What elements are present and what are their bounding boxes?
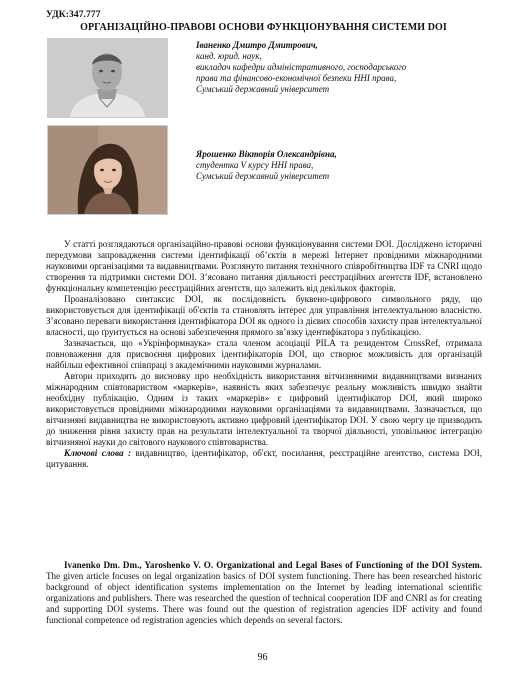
english-abstract: [46, 560, 482, 626]
abstract-text: The given article focuses on legal organization basics of DOI system functioning. There has been researched historic background of object identification systems implementation on the Internet by leading international scientific organizations and publishers. There was researched the question of technical cooperation IDF and CNRI as for creating and supporting DOI systems. There was found out the question of registration agencies IDF activity and found functional competence od registration agencies which depends on several factors.: [46, 571, 482, 625]
author-block-yaroshenko: [196, 149, 496, 182]
body-paragraph: Зазначається, що «Укрінформнаука» стала членом асоціації PILA та резидентом CrossRef, отримала повноваження для присвоєння цифрових ідентифікаторів DOI, що створює можливість для організацій найбільш ефективної співпраці з академічними науковими журналами.: [46, 338, 482, 370]
abstract-paragraph: [46, 560, 482, 626]
author-block-ivanenko: [196, 40, 496, 95]
keywords-list: видавництво, ідентифікатор, об'єкт, посилання, реєстраційне агентство, система DOI, цитування.: [46, 448, 482, 469]
body-paragraph: Автори приходять до висновку про необхідність використання вітчизняними видавництвами визнаних міжнародним співтовариством «маркерів», наявність яких забезпечує реальну можливість швидко знайти необхідну публікацію. Одним із таких «маркерів» є цифровий ідентифікатор DOI, який широко використовується провідними міжнародними науковими організаціями та видавництвами. Зазначається, що вітчизняні видавництва не використовують активно цифровий ідентифікатор DOI. У свою чергу це призводить до зниження рівня захисту прав на результати інтелектуальної та творчої діяльності, уповільнює інтеграцію вітчизняної науки до світового наукового співтовариства.: [46, 371, 482, 447]
author-department: права та фінансово-економічної безпеки ННІ права,: [196, 73, 397, 83]
article-title: ОРГАНІЗАЦІЙНО-ПРАВОВІ ОСНОВИ ФУНКЦІОНУВАННЯ СИСТЕМИ DOI: [80, 22, 447, 33]
body-paragraph: Проаналізовано синтаксис DOI, як послідовність буквено-цифрового символьного ряду, що використовується для ідентифікації об'єктів та становлять інтерес для управління інтелектуальною власністю. З’ясовано переваги використання ідентифікатора DOI як одного із дієвих способів захисту прав інтелектуальної власності, що ґрунтується на основі забезпечення прямого зв’язку ідентифікатора з публікацією.: [46, 294, 482, 337]
author-photo-yaroshenko: [47, 125, 168, 215]
author-name: Іваненко Дмитро Дмитрович,: [196, 40, 318, 50]
author-name: Ярошенко Вікторія Олександрівна,: [196, 149, 337, 159]
author-position: студентка V курсу ННІ права,: [196, 160, 314, 170]
author-position: викладач кафедри адміністративного, господарського: [196, 62, 407, 72]
keywords: [46, 448, 482, 470]
udk-code: УДК:347.777: [46, 10, 101, 20]
keywords-label: Ключові слова :: [64, 448, 131, 458]
article-body: [46, 239, 482, 470]
author-university: Сумський державний університет: [196, 84, 330, 94]
abstract-title: Ivanenko Dm. Dm., Yaroshenko V. O. Organizational and Legal Bases of Functioning of the DOI System.: [64, 560, 482, 570]
body-paragraph: У статті розглядаються організаційно-правові основи функціонування системи DOI. Досліджено історичні передумови запровадження системи ідентифікації об’єктів в мережі Інтернет провідними міжнародними науковими організаціями та видавництвами. Розглянуто питання технічного співробітництва IDF та CNRI щодо створення та підтримки системи DOI. З’ясовано питання діяльності реєстраційних агентств IDF, встановлено функціональну компетенцію реєстраційних агентств, що залежить від декількох факторів.: [46, 239, 482, 293]
author-university: Сумський державний університет: [196, 171, 330, 181]
page-number: 96: [257, 652, 268, 663]
author-degree: канд. юрид. наук,: [196, 51, 262, 61]
author-photo-ivanenko: [47, 38, 168, 118]
